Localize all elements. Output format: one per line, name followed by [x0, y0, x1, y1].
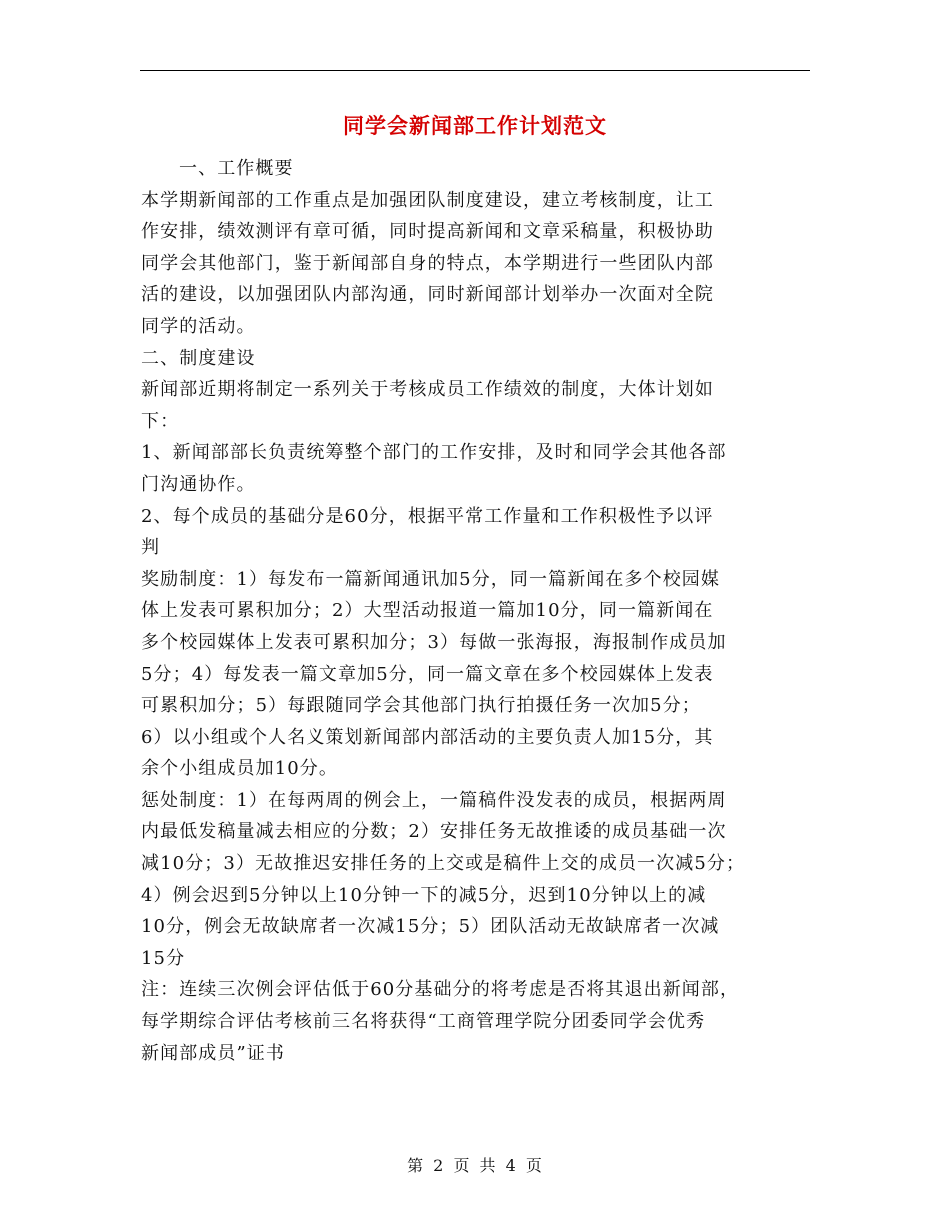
paragraph-line: 本学期新闻部的工作重点是加强团队制度建设，建立考核制度，让工	[141, 189, 714, 211]
paragraph-line: 新闻部成员”证书	[141, 1042, 286, 1064]
paragraph-line: 同学的活动。	[141, 315, 256, 337]
paragraph-line: 可累积加分；5）每跟随同学会其他部门执行拍摄任务一次加5分；	[141, 695, 701, 717]
paragraph-line: 4）例会迟到5分钟以上10分钟一下的减5分，迟到10分钟以上的减	[141, 884, 707, 906]
paragraph-line: 1、新闻部部长负责统筹整个部门的工作安排，及时和同学会其他各部	[141, 442, 727, 464]
paragraph-line: 注：连续三次例会评估低于60分基础分的将考虑是否将其退出新闻部，	[141, 979, 740, 1001]
paragraph-line: 内最低发稿量减去相应的分数；2）安排任务无故推诿的成员基础一次	[141, 821, 727, 843]
paragraph-line: 6）以小组或个人名义策划新闻部内部活动的主要负责人加15分，其	[141, 726, 714, 748]
paragraph-line: 15分	[141, 947, 186, 969]
paragraph-line: 判	[141, 537, 161, 559]
paragraph-line: 10分，例会无故缺席者一次减15分；5）团队活动无故缺席者一次减	[141, 916, 720, 938]
paragraph-line: 每学期综合评估考核前三名将获得“工商管理学院分团委同学会优秀	[141, 1011, 706, 1033]
paragraph-line: 体上发表可累积加分；2）大型活动报道一篇加10分，同一篇新闻在	[141, 600, 714, 622]
section-heading-overview: 一、工作概要	[179, 158, 294, 179]
paragraph-line: 门沟通协作。	[141, 473, 256, 495]
paragraph-line: 新闻部近期将制定一系列关于考核成员工作绩效的制度，大体计划如	[141, 379, 714, 401]
paragraph-line: 2、每个成员的基础分是60分，根据平常工作量和工作积极性予以评	[141, 505, 714, 527]
paragraph-line: 余个小组成员加10分。	[141, 758, 339, 780]
document-body	[141, 153, 816, 1069]
paragraph-line: 同学会其他部门，鉴于新闻部自身的特点，本学期进行一些团队内部	[141, 252, 714, 274]
paragraph-line: 5分；4）每发表一篇文章加5分，同一篇文章在多个校园媒体上发表	[141, 663, 714, 685]
paragraph-line: 活的建设，以加强团队内部沟通，同时新闻部计划举办一次面对全院	[141, 284, 714, 306]
paragraph-line: 下：	[141, 410, 180, 432]
paragraph-line: 作安排，绩效测评有章可循，同时提高新闻和文章采稿量，积极协助	[141, 221, 714, 243]
section-heading-rules: 二、制度建设	[141, 347, 256, 369]
header-rule	[140, 70, 810, 71]
paragraph-line: 多个校园媒体上发表可累积加分；3）每做一张海报，海报制作成员加	[141, 631, 727, 653]
paragraph-line: 奖励制度：1）每发布一篇新闻通讯加5分，同一篇新闻在多个校园媒	[141, 568, 721, 590]
page-number: 第 2 页 共 4 页	[407, 1156, 543, 1175]
document-title: 同学会新闻部工作计划范文	[343, 113, 607, 138]
paragraph-line: 惩处制度：1）在每两周的例会上，一篇稿件没发表的成员，根据两周	[141, 789, 727, 811]
paragraph-line: 减10分；3）无故推迟安排任务的上交或是稿件上交的成员一次减5分；	[141, 853, 746, 875]
